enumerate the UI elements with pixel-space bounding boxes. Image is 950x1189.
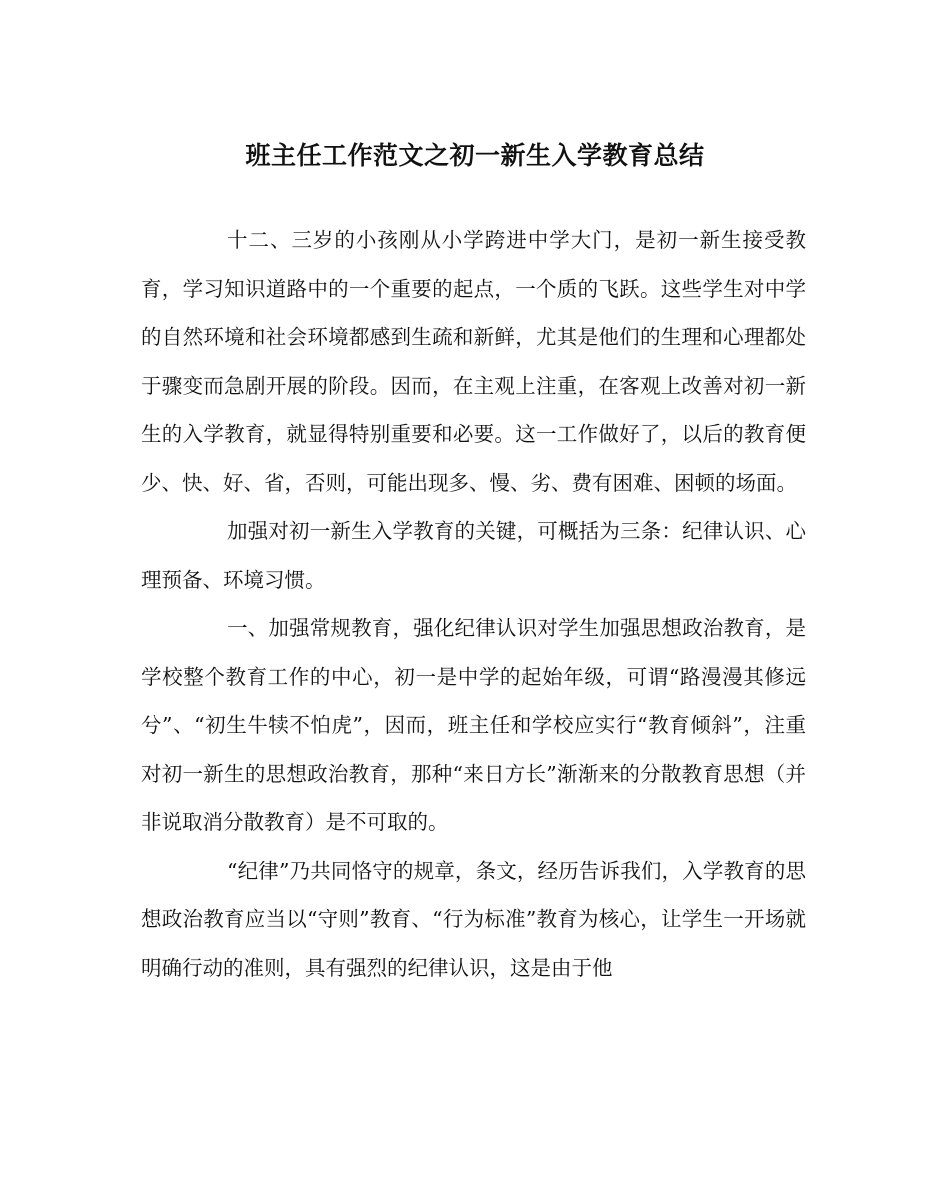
paragraph-4: “纪律”乃共同恪守的规章，条文，经历告诉我们，入学教育的思想政治教育应当以“守则”教育、“行为标准”教育为核心，让学生一开场就明确行动的准则，具有强烈的纪律认识，这是由于他 [141, 858, 806, 980]
paragraph-3: 一、加强常规教育，强化纪律认识对学生加强思想政治教育，是学校整个教育工作的中心，初一是中学的起始年级，可谓“路漫漫其修远兮”、“初生牛犊不怕虎”，因而，班主任和学校应实行“教育倾斜”，注重对初一新生的思想政治教育，那种“来日方长”渐渐来的分散教育思想（并非说取消分散教育）是不可取的。 [141, 616, 806, 834]
paragraph-1: 十二、三岁的小孩刚从小学跨进中学大门，是初一新生接受教育，学习知识道路中的一个重要的起点，一个质的飞跃。这些学生对中学的自然环境和社会环境都感到生疏和新鲜，尤其是他们的生理和心理都处于骤变而急剧开展的阶段。因而，在主观上注重，在客观上改善对初一新生的入学教育，就显得特别重要和必要。这一工作做好了，以后的教育便少、快、好、省，否则，可能出现多、慢、劣、费有困难、困顿的场面。 [141, 228, 806, 495]
paragraph-2: 加强对初一新生入学教育的关键，可概括为三条：纪律认识、心理预备、环境习惯。 [141, 519, 806, 592]
document-title: 班主任工作范文之初一新生入学教育总结 [245, 141, 705, 170]
document-body [141, 216, 806, 992]
